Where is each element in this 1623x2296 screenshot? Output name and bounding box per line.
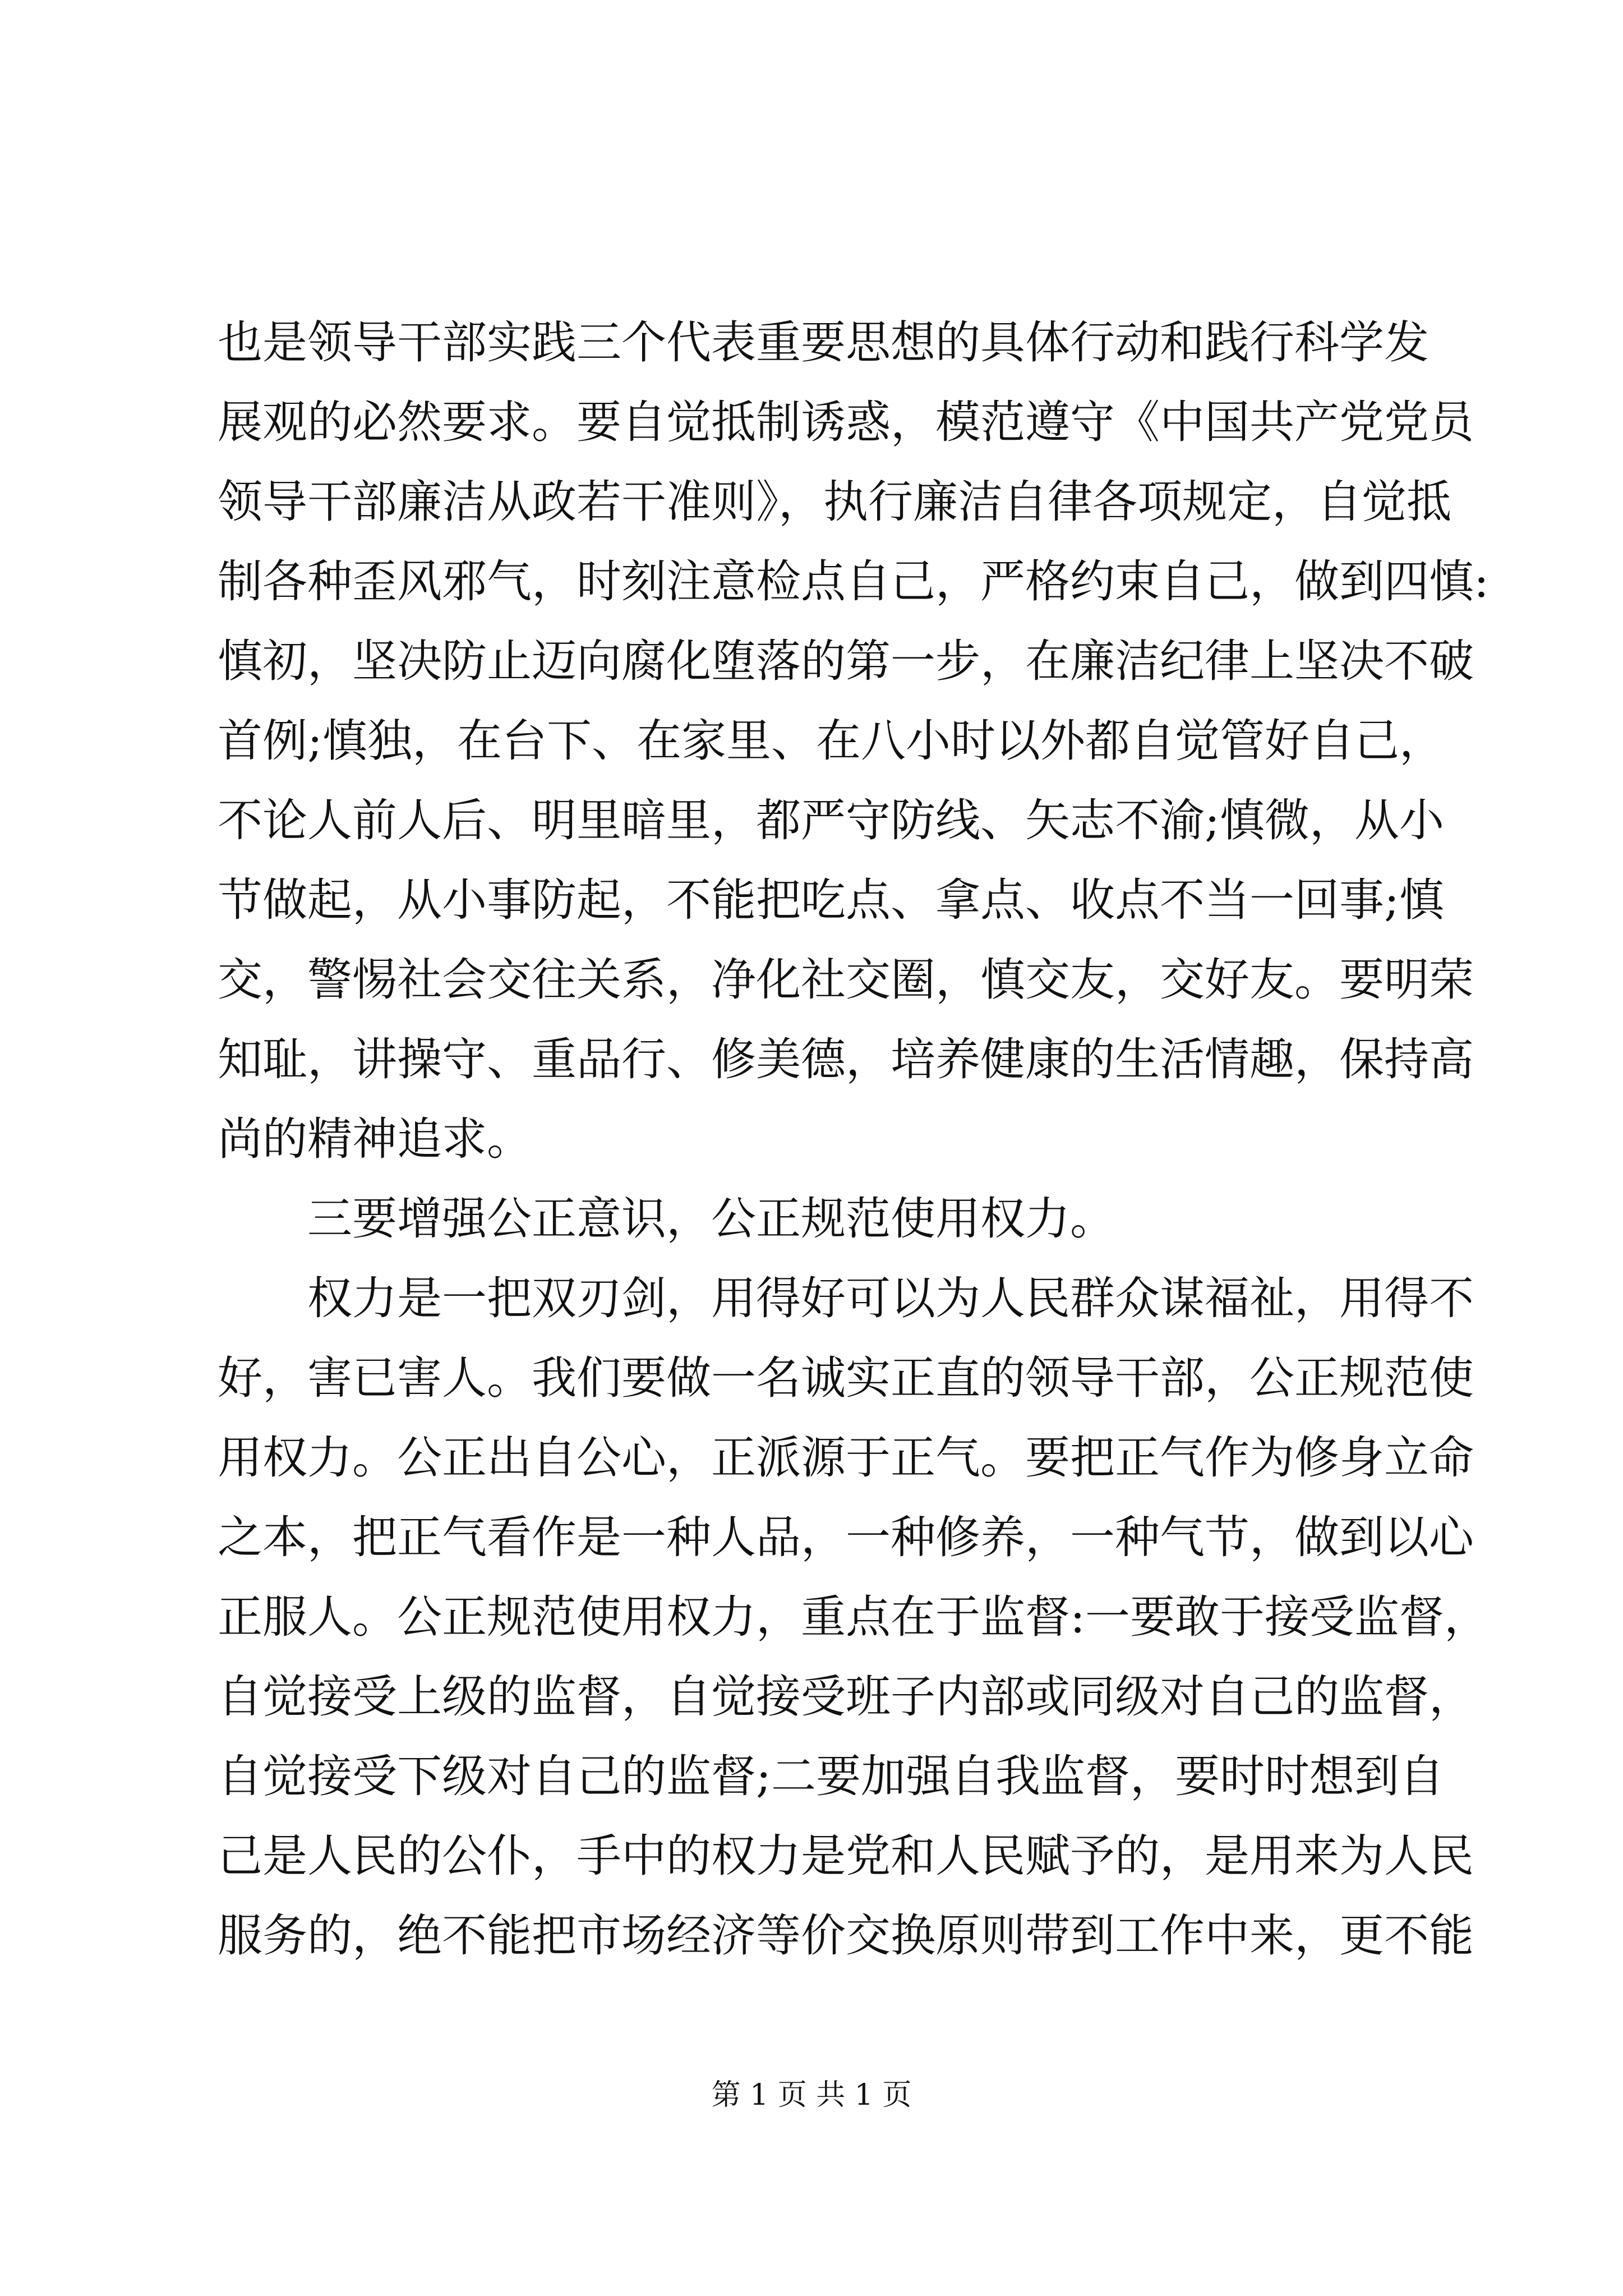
- text-line: 己是人民的公仆，手中的权力是党和人民赋予的，是用来为人民: [218, 1830, 1474, 1882]
- text-line: 知耻，讲操守、重品行、修美德，培养健康的生活情趣，保持高: [218, 1033, 1474, 1085]
- text-line: 也是领导干部实践三个代表重要思想的具体行动和践行科学发: [218, 316, 1429, 369]
- page-number-footer: 第 1 页 共 1 页: [711, 2078, 912, 2112]
- text-line: 正服人。公正规范使用权力，重点在于监督:一要敢于接受监督，: [218, 1591, 1489, 1643]
- text-line: 之本，把正气看作是一种人品，一种修养，一种气节，做到以心: [218, 1511, 1474, 1563]
- text-line: 尚的精神追求。: [218, 1113, 532, 1165]
- text-line: 慎初，坚决防止迈向腐化堕落的第一步，在廉洁纪律上坚决不破: [218, 635, 1474, 687]
- document-body: [218, 303, 1489, 1976]
- text-line: 展观的必然要求。要自觉抵制诱惑，模范遵守《中国共产党党员: [218, 396, 1474, 448]
- text-line: 自觉接受上级的监督，自觉接受班子内部或同级对自己的监督，: [218, 1671, 1474, 1723]
- text-line: 好，害已害人。我们要做一名诚实正直的领导干部，公正规范使: [218, 1352, 1474, 1404]
- text-line: 自觉接受下级对自己的监督;二要加强自我监督，要时时想到自: [218, 1750, 1444, 1802]
- text-line: 交，警惕社会交往关系，净化社交圈，慎交友，交好友。要明荣: [218, 954, 1474, 1006]
- text-line: 首例;慎独，在台下、在家里、在八小时以外都自觉管好自己，: [218, 715, 1444, 767]
- text-line: 节做起，从小事防起，不能把吃点、拿点、收点不当一回事;慎: [218, 874, 1444, 926]
- text-line: 权力是一把双刃剑，用得好可以为人民群众谋福祉，用得不: [307, 1272, 1474, 1324]
- text-line: 不论人前人后、明里暗里，都严守防线、矢志不渝;慎微，从小: [218, 794, 1444, 846]
- text-line: 领导干部廉洁从政若干准则》，执行廉洁自律各项规定，自觉抵: [218, 476, 1451, 528]
- section-heading: 三要增强公正意识，公正规范使用权力。: [307, 1193, 1115, 1245]
- text-line: 服务的，绝不能把市场经济等价交换原则带到工作中来，更不能: [218, 1910, 1474, 1962]
- text-line: 用权力。公正出自公心，正派源于正气。要把正气作为修身立命: [218, 1432, 1474, 1484]
- text-line: 制各种歪风邪气，时刻注意检点自己，严格约束自己，做到四慎:: [218, 555, 1489, 608]
